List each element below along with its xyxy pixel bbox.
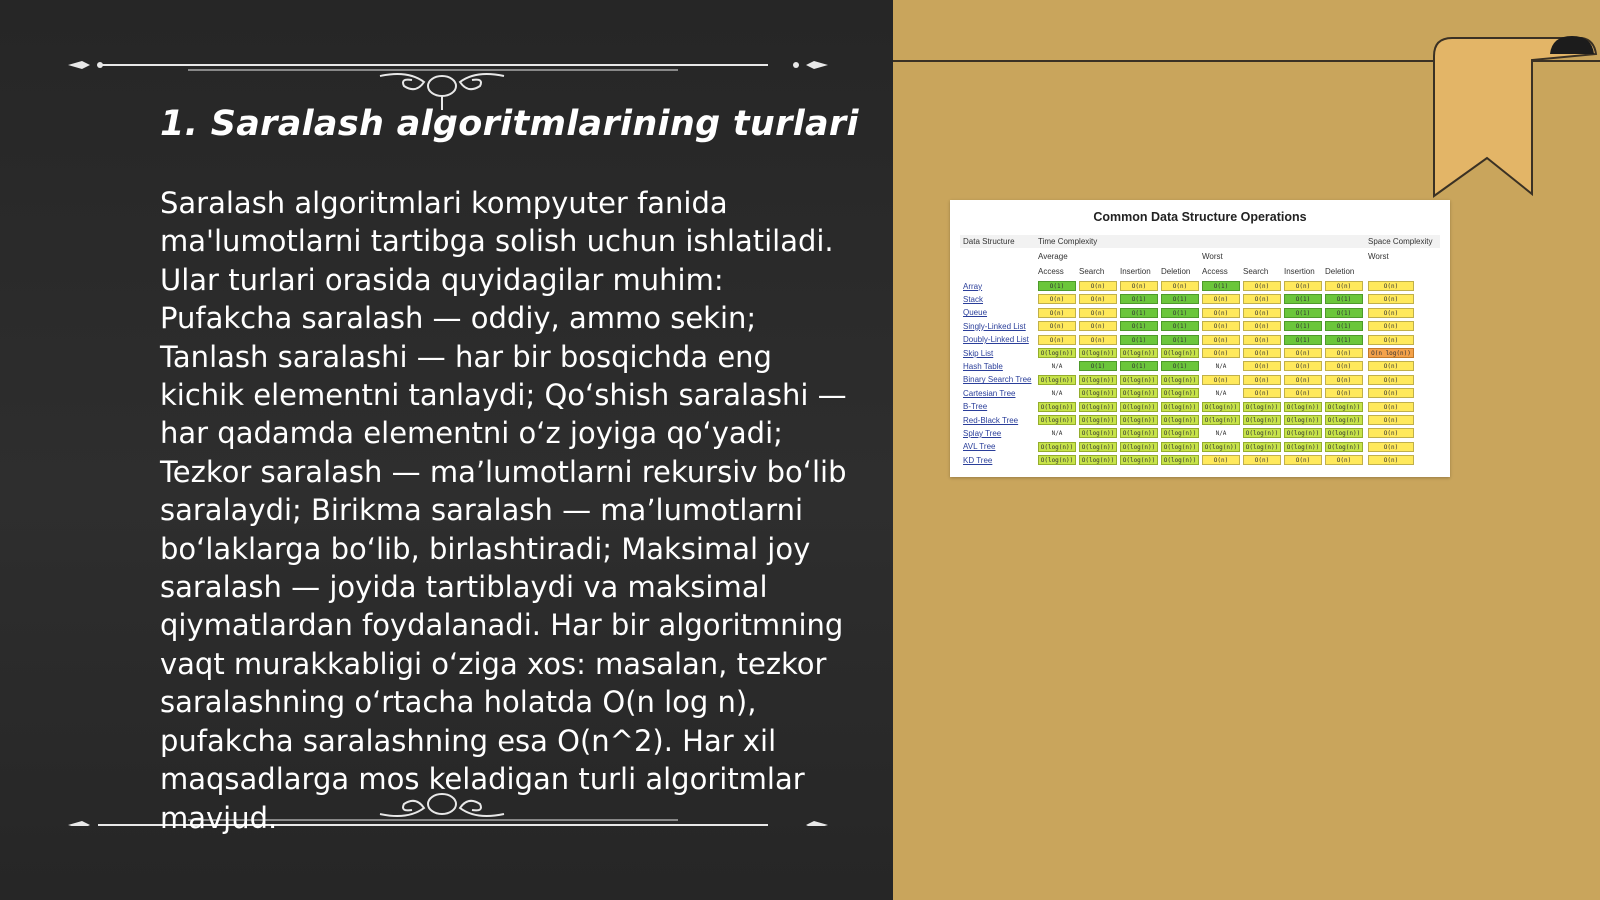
complexity-cell: O(n) bbox=[1368, 308, 1414, 318]
complexity-cell: O(1) bbox=[1038, 281, 1076, 291]
complexity-cell: O(n) bbox=[1243, 375, 1281, 385]
bookmark-ribbon bbox=[1432, 34, 1600, 204]
complexity-cell: O(n) bbox=[1202, 335, 1240, 345]
complexity-cell: O(log(n)) bbox=[1161, 428, 1199, 438]
complexity-cell: O(n) bbox=[1368, 428, 1414, 438]
complexity-cell: O(1) bbox=[1325, 308, 1363, 318]
complexity-cell: O(1) bbox=[1284, 294, 1322, 304]
complexity-cell: O(log(n)) bbox=[1284, 415, 1322, 425]
complexity-cell: O(log(n)) bbox=[1243, 402, 1281, 412]
complexity-cell: O(n) bbox=[1243, 335, 1281, 345]
complexity-cell: O(n) bbox=[1284, 281, 1322, 291]
complexity-cell: O(n) bbox=[1079, 335, 1117, 345]
complexity-cell: O(log(n)) bbox=[1243, 428, 1281, 438]
complexity-cell: O(log(n)) bbox=[1079, 375, 1117, 385]
complexity-cell: O(n) bbox=[1368, 335, 1414, 345]
table-title: Common Data Structure Operations bbox=[1093, 210, 1307, 224]
row-name: Cartesian Tree bbox=[963, 388, 1016, 398]
complexity-cell: O(1) bbox=[1120, 335, 1158, 345]
complexity-cell: O(n) bbox=[1243, 321, 1281, 331]
complexity-cell: O(log(n)) bbox=[1202, 402, 1240, 412]
complexity-cell: O(n log(n)) bbox=[1368, 348, 1414, 358]
complexity-cell: O(log(n)) bbox=[1079, 415, 1117, 425]
row-name: Queue bbox=[963, 308, 988, 318]
complexity-cell: O(log(n)) bbox=[1284, 442, 1322, 452]
complexity-cell: O(1) bbox=[1284, 321, 1322, 331]
complexity-cell: O(log(n)) bbox=[1120, 375, 1158, 385]
slide-body-text: Saralash algoritmlari kompyuter fanida ma'lumotlarni tartibga solish uchun ishlatiladi. Ular turlari orasida quyidagilar muhim: Pufakcha saralash — oddiy, ammo sekin; Tanlash saralashi — har bir bosqichda eng kichik elementni tanlaydi; Qo‘shish saralashi — har qadamda elementni o‘z joyiga qo‘yadi; Tezkor saralash — ma’lumotlarni rekursiv bo‘lib saralaydi; Birikma saralash — ma’lumotlarni bo‘laklarga bo‘lib, birlashtiradi; Maksimal joy saralash — joyida tartiblaydi va maksimal qiymatlardan foydalanadi. Har bir algoritmning vaqt murakkabligi o‘ziga xos: masalan, tezkor saralashning o‘rtacha holatda O(n log n), pufakcha saralashning esa O(n^2). Har xil maqsadlarga mos keladigan turli algoritmlar mavjud. bbox=[160, 186, 847, 835]
complexity-cell: O(1) bbox=[1325, 294, 1363, 304]
complexity-cell: O(n) bbox=[1368, 402, 1414, 412]
complexity-cell: O(log(n)) bbox=[1079, 428, 1117, 438]
complexity-cell: O(log(n)) bbox=[1161, 442, 1199, 452]
complexity-cell: O(n) bbox=[1243, 348, 1281, 358]
complexity-cell: O(1) bbox=[1284, 308, 1322, 318]
row-name: Array bbox=[963, 281, 983, 291]
complexity-cell: O(n) bbox=[1243, 361, 1281, 371]
complexity-cell: O(log(n)) bbox=[1161, 415, 1199, 425]
complexity-cell: O(log(n)) bbox=[1038, 402, 1076, 412]
complexity-cell: O(n) bbox=[1202, 375, 1240, 385]
complexity-cell: O(1) bbox=[1161, 294, 1199, 304]
complexity-cell: O(n) bbox=[1368, 361, 1414, 371]
complexity-cell: O(1) bbox=[1325, 335, 1363, 345]
complexity-cell: N/A bbox=[1038, 428, 1076, 438]
op-header-7: Deletion bbox=[1325, 267, 1355, 276]
row-name: Binary Search Tree bbox=[963, 375, 1032, 385]
complexity-cell: O(log(n)) bbox=[1120, 415, 1158, 425]
header-average: Average bbox=[1038, 252, 1068, 261]
complexity-cell: N/A bbox=[1202, 428, 1240, 438]
complexity-cell: N/A bbox=[1202, 388, 1240, 398]
op-header-4: Access bbox=[1202, 267, 1228, 276]
complexity-cell: O(n) bbox=[1325, 348, 1363, 358]
complexity-cell: O(n) bbox=[1243, 455, 1281, 465]
complexity-cell: O(log(n)) bbox=[1161, 402, 1199, 412]
op-header-1: Search bbox=[1079, 267, 1105, 276]
complexity-cell: O(n) bbox=[1368, 442, 1414, 452]
complexity-cell: O(log(n)) bbox=[1038, 348, 1076, 358]
complexity-cell: O(log(n)) bbox=[1161, 388, 1199, 398]
row-name: KD Tree bbox=[963, 455, 993, 465]
complexity-cell: O(n) bbox=[1079, 281, 1117, 291]
complexity-cell: O(n) bbox=[1368, 294, 1414, 304]
complexity-cell: O(1) bbox=[1120, 294, 1158, 304]
row-name: Hash Table bbox=[963, 361, 1003, 371]
complexity-cell: O(n) bbox=[1368, 455, 1414, 465]
complexity-cell: O(1) bbox=[1120, 361, 1158, 371]
row-name: B-Tree bbox=[963, 402, 988, 412]
complexity-cell: O(log(n)) bbox=[1120, 442, 1158, 452]
complexity-cell: O(log(n)) bbox=[1038, 442, 1076, 452]
complexity-cell: O(log(n)) bbox=[1038, 375, 1076, 385]
complexity-cell: O(log(n)) bbox=[1079, 455, 1117, 465]
header-data-structure: Data Structure bbox=[963, 237, 1015, 246]
complexity-cell: O(log(n)) bbox=[1243, 442, 1281, 452]
complexity-cell: O(log(n)) bbox=[1325, 402, 1363, 412]
complexity-cell: O(n) bbox=[1368, 375, 1414, 385]
complexity-cell: O(log(n)) bbox=[1038, 415, 1076, 425]
complexity-cell: O(1) bbox=[1202, 281, 1240, 291]
complexity-cell: O(log(n)) bbox=[1325, 415, 1363, 425]
complexity-cell: O(log(n)) bbox=[1161, 348, 1199, 358]
complexity-cell: O(1) bbox=[1161, 321, 1199, 331]
complexity-cell: O(n) bbox=[1202, 308, 1240, 318]
complexity-cell: O(log(n)) bbox=[1120, 428, 1158, 438]
complexity-cell: N/A bbox=[1038, 361, 1076, 371]
row-name: Splay Tree bbox=[963, 428, 1002, 438]
complexity-cell: O(n) bbox=[1038, 335, 1076, 345]
complexity-cell: O(n) bbox=[1284, 348, 1322, 358]
complexity-cell: O(n) bbox=[1368, 415, 1414, 425]
header-space-worst: Worst bbox=[1368, 252, 1389, 261]
complexity-cell: O(n) bbox=[1368, 321, 1414, 331]
complexity-cell: O(log(n)) bbox=[1120, 348, 1158, 358]
complexity-cell: O(1) bbox=[1161, 308, 1199, 318]
complexity-cell: O(n) bbox=[1284, 361, 1322, 371]
complexity-cell: O(log(n)) bbox=[1202, 415, 1240, 425]
complexity-cell: O(n) bbox=[1368, 388, 1414, 398]
complexity-cell: O(n) bbox=[1325, 281, 1363, 291]
complexity-cell: O(n) bbox=[1243, 308, 1281, 318]
header-time-complexity: Time Complexity bbox=[1038, 237, 1098, 246]
complexity-cell: O(n) bbox=[1325, 361, 1363, 371]
row-name: Doubly-Linked List bbox=[963, 335, 1029, 345]
complexity-cell: O(n) bbox=[1284, 455, 1322, 465]
complexity-cell: O(log(n)) bbox=[1243, 415, 1281, 425]
complexity-cell: O(log(n)) bbox=[1079, 402, 1117, 412]
complexity-cell: O(1) bbox=[1284, 335, 1322, 345]
complexity-cell: O(1) bbox=[1325, 321, 1363, 331]
header-worst: Worst bbox=[1202, 252, 1223, 261]
complexity-cell: O(log(n)) bbox=[1161, 375, 1199, 385]
complexity-cell: O(log(n)) bbox=[1079, 442, 1117, 452]
complexity-cell: O(n) bbox=[1038, 308, 1076, 318]
op-header-5: Search bbox=[1243, 267, 1269, 276]
complexity-cell: O(n) bbox=[1368, 281, 1414, 291]
complexity-cell: O(n) bbox=[1202, 294, 1240, 304]
complexity-cell: O(n) bbox=[1243, 294, 1281, 304]
row-name: AVL Tree bbox=[963, 442, 996, 452]
complexity-cell: O(n) bbox=[1038, 294, 1076, 304]
complexity-cell: O(n) bbox=[1202, 455, 1240, 465]
data-structure-complexity-table-image bbox=[950, 200, 1450, 477]
op-header-2: Insertion bbox=[1120, 267, 1151, 276]
complexity-cell: O(log(n)) bbox=[1079, 348, 1117, 358]
complexity-cell: O(log(n)) bbox=[1161, 455, 1199, 465]
row-name: Red-Black Tree bbox=[963, 415, 1019, 425]
complexity-cell: O(n) bbox=[1202, 321, 1240, 331]
complexity-cell: O(n) bbox=[1202, 348, 1240, 358]
complexity-cell: O(1) bbox=[1161, 361, 1199, 371]
complexity-cell: O(log(n)) bbox=[1284, 428, 1322, 438]
slide-title: 1. Saralash algoritmlarining turlari bbox=[160, 104, 859, 144]
complexity-cell: O(1) bbox=[1120, 308, 1158, 318]
complexity-cell: O(log(n)) bbox=[1325, 428, 1363, 438]
row-name: Singly-Linked List bbox=[963, 321, 1026, 331]
complexity-cell: O(n) bbox=[1038, 321, 1076, 331]
complexity-cell: O(n) bbox=[1120, 281, 1158, 291]
complexity-cell: O(n) bbox=[1325, 455, 1363, 465]
complexity-cell: O(n) bbox=[1284, 388, 1322, 398]
complexity-cell: O(log(n)) bbox=[1202, 442, 1240, 452]
complexity-cell: O(log(n)) bbox=[1120, 402, 1158, 412]
complexity-cell: N/A bbox=[1202, 361, 1240, 371]
op-header-3: Deletion bbox=[1161, 267, 1191, 276]
complexity-cell: O(log(n)) bbox=[1284, 402, 1322, 412]
complexity-cell: O(n) bbox=[1284, 375, 1322, 385]
complexity-cell: O(n) bbox=[1079, 308, 1117, 318]
complexity-cell: O(log(n)) bbox=[1079, 388, 1117, 398]
complexity-cell: O(log(n)) bbox=[1120, 455, 1158, 465]
op-header-0: Access bbox=[1038, 267, 1064, 276]
complexity-cell: O(1) bbox=[1079, 361, 1117, 371]
complexity-cell: O(n) bbox=[1243, 388, 1281, 398]
row-name: Stack bbox=[963, 294, 984, 304]
complexity-cell: O(n) bbox=[1243, 281, 1281, 291]
row-name: Skip List bbox=[963, 348, 994, 358]
complexity-cell: O(n) bbox=[1325, 375, 1363, 385]
complexity-cell: O(n) bbox=[1161, 281, 1199, 291]
complexity-cell: O(1) bbox=[1120, 321, 1158, 331]
op-header-6: Insertion bbox=[1284, 267, 1315, 276]
header-space-complexity: Space Complexity bbox=[1368, 237, 1433, 246]
complexity-cell: O(n) bbox=[1325, 388, 1363, 398]
complexity-cell: O(1) bbox=[1161, 335, 1199, 345]
complexity-cell: O(log(n)) bbox=[1120, 388, 1158, 398]
complexity-cell: O(n) bbox=[1079, 294, 1117, 304]
complexity-cell: O(log(n)) bbox=[1038, 455, 1076, 465]
complexity-cell: N/A bbox=[1038, 388, 1076, 398]
complexity-cell: O(n) bbox=[1079, 321, 1117, 331]
complexity-cell: O(log(n)) bbox=[1325, 442, 1363, 452]
